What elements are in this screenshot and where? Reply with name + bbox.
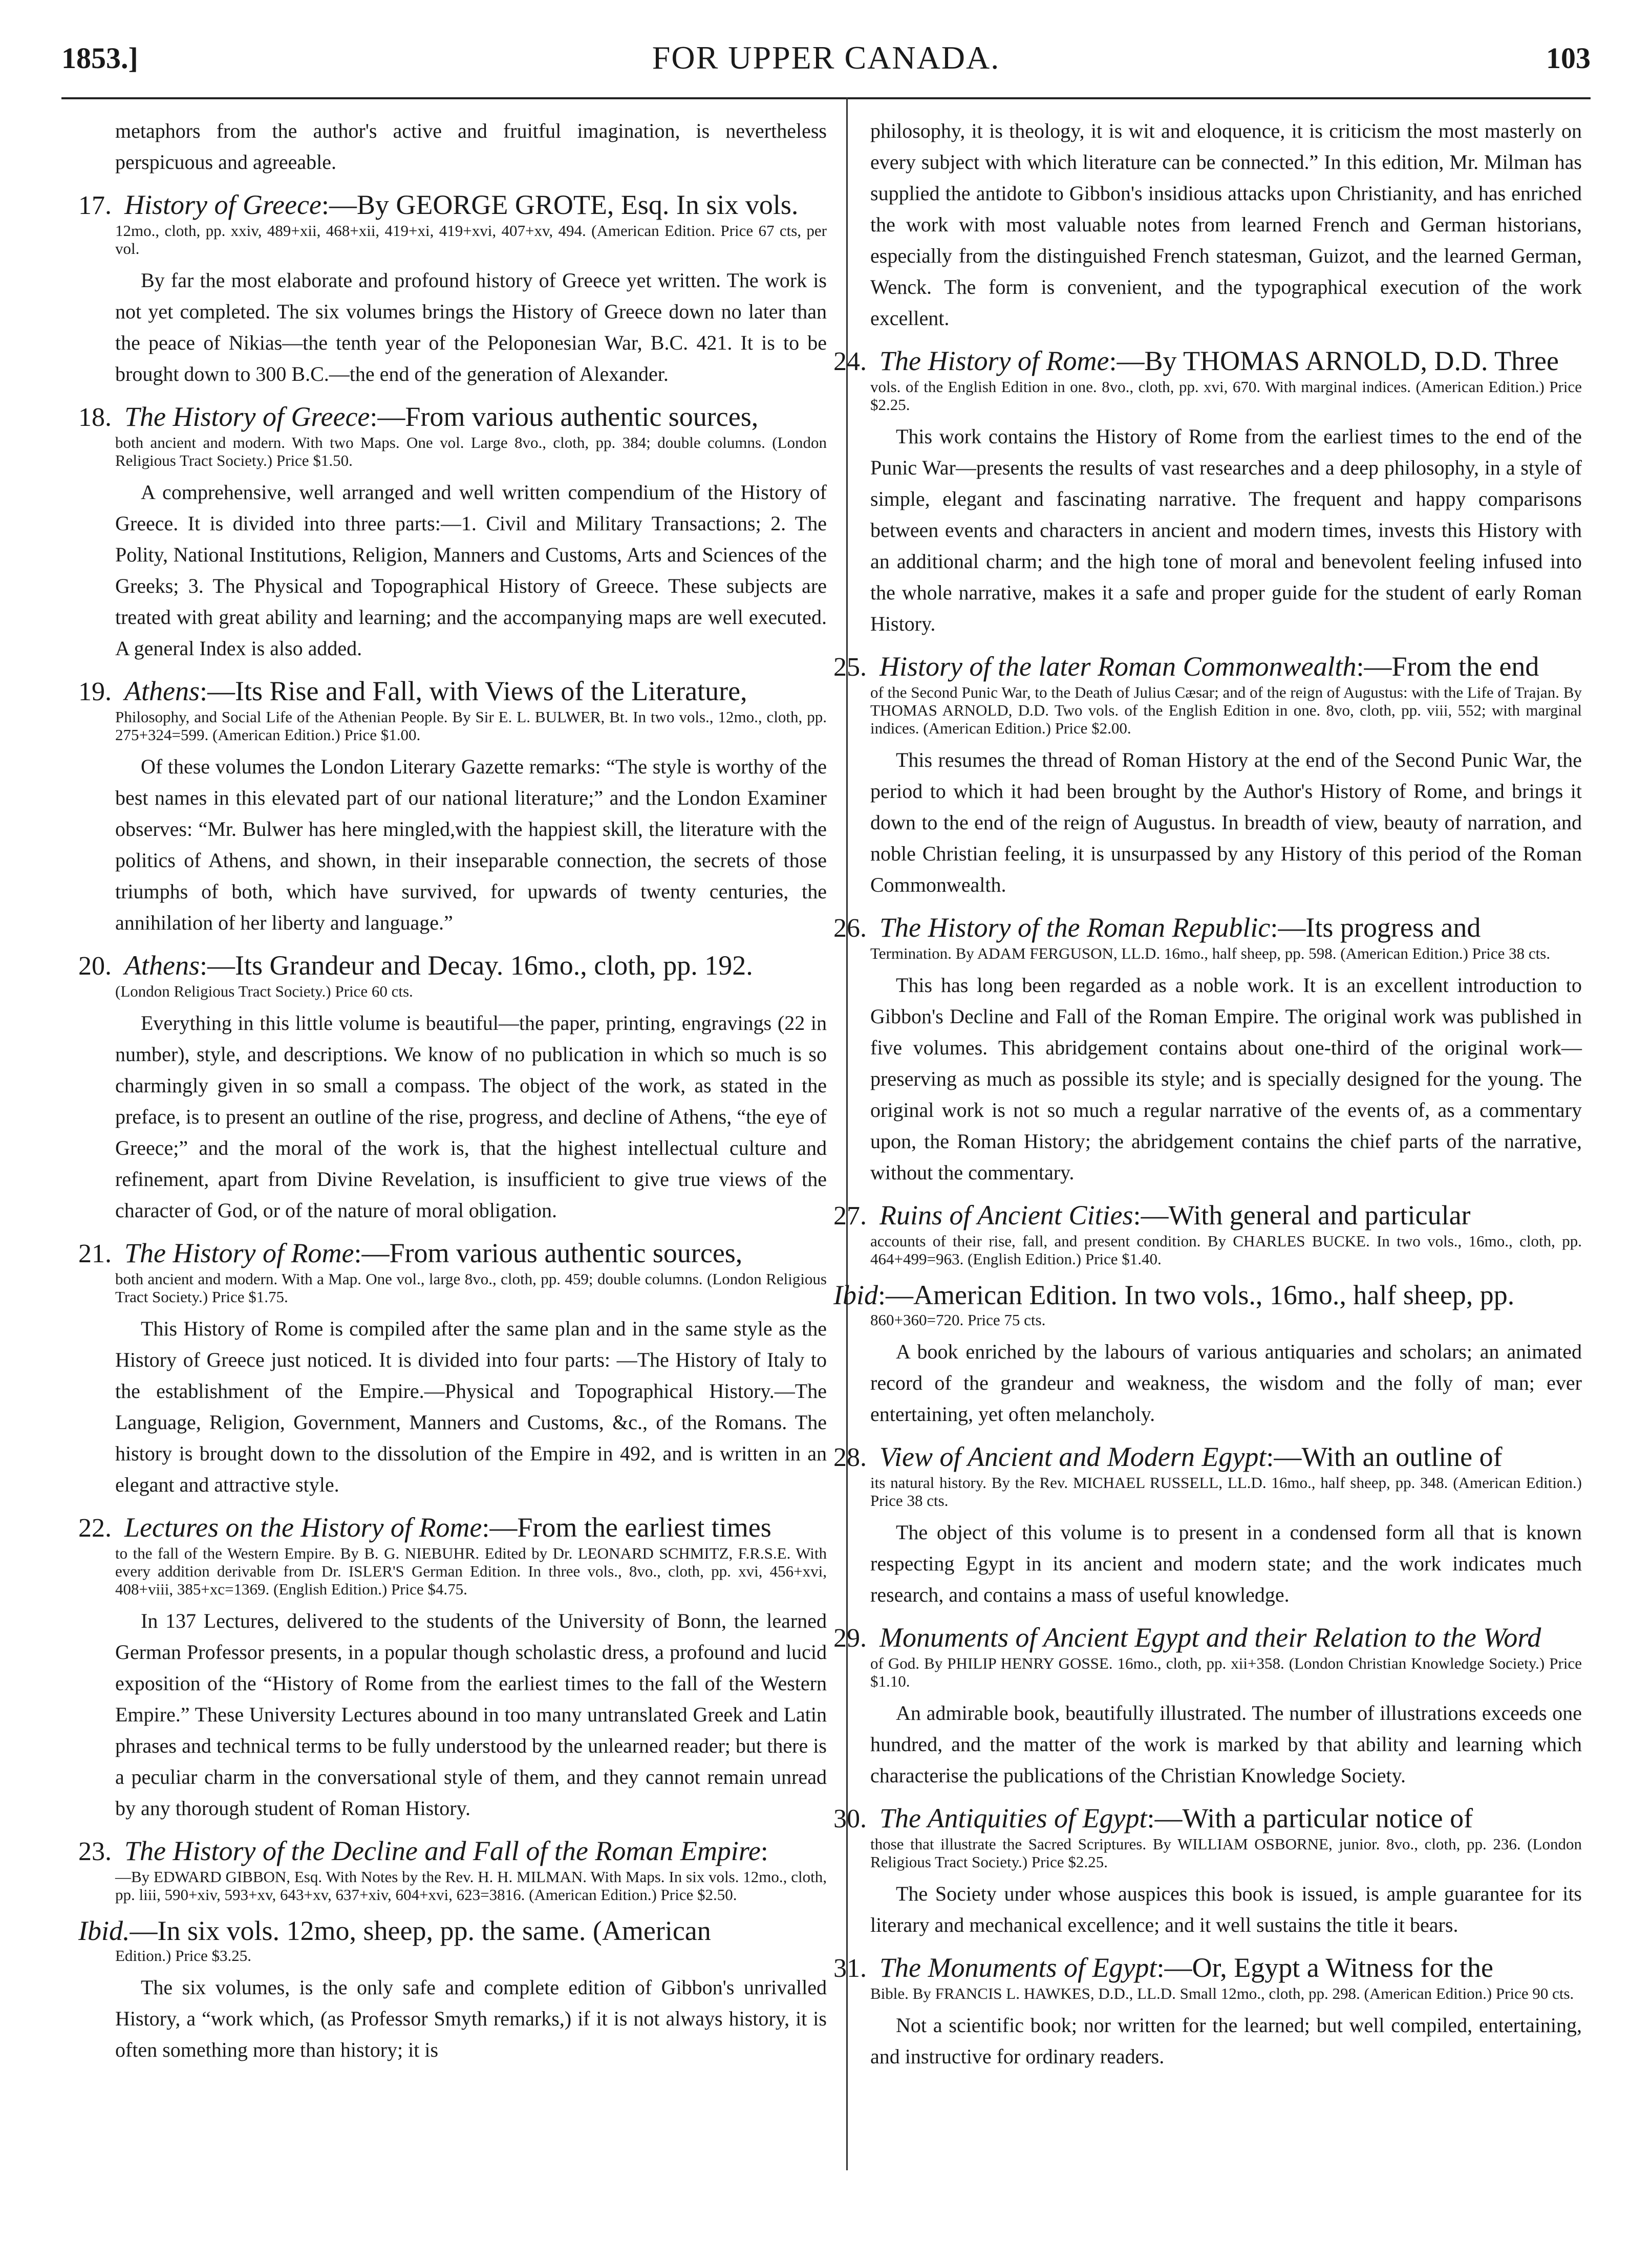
entry-number: 28. <box>833 1443 867 1472</box>
publication-details: Edition.) Price $3.25. <box>115 1947 252 1965</box>
entry-title: Monuments of Ancient Egypt and their Relation to the Word <box>879 1622 1541 1653</box>
body-paragraph: An admirable book, beautifully illustrated. The number of illustrations exceeds one hundred, and the matter of the work is marked by that ability and learning which characterise the publications of the Christian Knowledge Society. <box>870 1701 1582 1787</box>
publication-details: of God. By PHILIP HENRY GOSSE. 16mo., cloth, pp. xii+358. (London Christian Knowledge Society.) Price $1.10. <box>870 1654 1582 1690</box>
book-entry <box>78 1512 827 1598</box>
body-paragraph: A comprehensive, well arranged and well written compendium of the History of Greece. It is divided into three parts:—1. Civil and Military Transactions; 2. The Polity, National Institutions, Religion, Manners and Customs, Arts and Sciences of the Greeks; 3. The Physical and Topographical History of Greece. These subjects are treated with great ability and learning; and the accompanying maps are well executed. A general Index is also added. <box>115 481 827 660</box>
entry-title: The Monuments of Egypt <box>879 1952 1157 1983</box>
book-entry <box>833 1199 1582 1268</box>
entry-title: The History of Greece <box>124 401 370 432</box>
entry-number: 21. <box>78 1239 112 1268</box>
publication-details: its natural history. By the Rev. MICHAEL RUSSELL, LL.D. 16mo., half sheep, pp. 348. (American Edition.) Price 38 cts. <box>870 1474 1582 1509</box>
entry-subtitle: :—With general and particular <box>1133 1200 1471 1231</box>
entry-heading <box>833 1441 1582 1474</box>
entry-subtitle: :—From various authentic sources, <box>354 1238 743 1268</box>
entry-number: 24. <box>833 347 867 376</box>
body-paragraph: philosophy, it is theology, it is wit and eloquence, it is criticism the most masterly on every subject with which literature can be connected.” In this edition, Mr. Milman has supplied the antidote to Gibbon's insidious attacks upon Christianity, and has enriched the work with most valuable notes from learned French and German historians, especially from the distinguished French statesman, Guizot, and the learned German, Wenck. The form is convenient, and the typographical execution of the work excellent. <box>870 119 1582 330</box>
publication-details: 12mo., cloth, pp. xxiv, 489+xii, 468+xii, 419+xi, 419+xvi, 407+xv, 494. (American Edition. Price 67 cts, per vol. <box>115 222 827 257</box>
right-column <box>833 115 1582 2163</box>
ibid-heading <box>833 1279 1582 1311</box>
entry-title: The History of the Roman Republic <box>879 912 1271 943</box>
entry-subtitle: :—By THOMAS ARNOLD, D.D. Three <box>1109 346 1559 376</box>
entry-number: 31. <box>833 1954 867 1983</box>
entry-number: 23. <box>78 1837 112 1866</box>
page-header <box>61 36 1591 99</box>
entry-heading <box>78 1237 827 1270</box>
entry-number: 25. <box>833 653 867 682</box>
entry-heading <box>833 345 1582 378</box>
body-paragraph: The six volumes, is the only safe and complete edition of Gibbon's unrivalled History, a “work which, (as Professor Smyth remarks,) if it is not always history, it is often something more than history; it is <box>115 1976 827 2061</box>
entry-title: The History of Rome <box>124 1238 354 1268</box>
entry-number: 17. <box>78 191 112 220</box>
publication-details: both ancient and modern. With a Map. One vol., large 8vo., cloth, pp. 459; double columns. (London Religious Tract Society.) Price $1.75. <box>115 1270 827 1306</box>
entry-title: Athens <box>124 676 200 706</box>
page-number: 103 <box>1546 41 1591 75</box>
book-entry <box>78 675 827 744</box>
entry-heading <box>78 401 827 434</box>
ibid-entry <box>78 1915 827 1965</box>
publication-details: of the Second Punic War, to the Death of Julius Cæsar; and of the reign of Augustus: with the Life of Trajan. By THOMAS ARNOLD, D.D. Two vols. of the English Edition in one. 8vo, cloth, pp. viii, 552; with marginal indices. (American Edition.) Price $2.00. <box>870 683 1582 737</box>
ibid-subtitle: :—American Edition. In two vols., 16mo., half sheep, pp. <box>878 1280 1515 1310</box>
entry-title: History of the later Roman Commonwealth <box>879 651 1357 682</box>
entry-heading <box>78 950 827 982</box>
entry-title: The History of the Decline and Fall of the Roman Empire <box>124 1836 761 1866</box>
entry-subtitle: :—With an outline of <box>1266 1441 1503 1472</box>
entry-subtitle: :—From various authentic sources, <box>370 401 759 432</box>
body-paragraph: metaphors from the author's active and fruitful imagination, is nevertheless perspicuous and agreeable. <box>115 119 827 174</box>
entry-number: 22. <box>78 1514 112 1543</box>
entry-title: View of Ancient and Modern Egypt <box>879 1441 1267 1472</box>
entry-heading <box>833 1622 1582 1654</box>
book-entry <box>833 1802 1582 1871</box>
body-paragraph: This History of Rome is compiled after the same plan and in the same style as the History of Greece just noticed. It is divided into four parts: —The History of Italy to the establishment of the Empire.—Physical and Topographical History.—The Language, Religion, Government, Manners and Customs, &c., of the Romans. The history is brought down to the dissolution of the Empire in 492, and is written in an elegant and attractive style. <box>115 1317 827 1496</box>
book-entry <box>833 345 1582 414</box>
body-paragraph: The Society under whose auspices this book is issued, is ample guarantee for its literary and mechanical excellence; and it well sustains the title it bears. <box>870 1882 1582 1936</box>
entry-heading <box>78 1835 827 1868</box>
entry-subtitle: : <box>760 1836 768 1866</box>
entry-subtitle: :—With a particular notice of <box>1147 1803 1473 1833</box>
ibid-heading <box>78 1915 827 1947</box>
entry-number: 26. <box>833 914 867 943</box>
entry-subtitle: :—Its Grandeur and Decay. 16mo., cloth, pp. 192. <box>199 950 753 981</box>
entry-title: Lectures on the History of Rome <box>124 1512 482 1543</box>
ibid-entry <box>833 1279 1582 1329</box>
entry-heading <box>78 675 827 708</box>
book-entry <box>833 1952 1582 2002</box>
publication-details: accounts of their rise, fall, and present condition. By CHARLES BUCKE. In two vols., 16mo., cloth, pp. 464+499=963. (English Edition.) Price $1.40. <box>870 1232 1582 1268</box>
ibid-label: Ibid <box>833 1280 878 1310</box>
entry-title: Ruins of Ancient Cities <box>879 1200 1133 1231</box>
publication-details: (London Religious Tract Society.) Price 60 cts. <box>115 982 413 1000</box>
ibid-subtitle: —In six vols. 12mo, sheep, pp. the same. (American <box>130 1915 711 1946</box>
entry-title: Athens <box>124 950 200 981</box>
entry-number: 19. <box>78 677 112 706</box>
book-entry <box>833 912 1582 962</box>
entry-heading <box>833 1199 1582 1232</box>
entry-number: 18. <box>78 403 112 432</box>
body-paragraph: In 137 Lectures, delivered to the students of the University of Bonn, the learned German Professor presents, in a popular though scholastic dress, a profound and lucid exposition of the “History of Rome from the earliest times to the fall of the Western Empire.” These University Lectures abound in too many untranslated Greek and Latin phrases and technical terms to be fully understood by the unlearned reader; but there is a peculiar charm in the conversational style of them, and they cannot remain unread by any thorough student of Roman History. <box>115 1609 827 1820</box>
entry-subtitle: :—Or, Egypt a Witness for the <box>1156 1952 1493 1983</box>
body-paragraph: This resumes the thread of Roman History at the end of the Second Punic War, the period to which it had been brought by the Author's History of Rome, and brings it down to the end of the reign of Augustus. In breadth of view, beauty of narration, and noble Christian feeling, it is unsurpassed by any History of this period of the Roman Commonwealth. <box>870 748 1582 896</box>
body-paragraph: Everything in this little volume is beautiful—the paper, printing, engravings (22 in number), style, and descriptions. We know of no publication in which so much is so charmingly given in so small a compass. The object of the work, as stated in the preface, is to present an outline of the rise, progress, and decline of Athens, “the eye of Greece;” and the moral of the work is, that the highest intellectual culture and refinement, apart from Divine Revelation, is insufficient to give true views of the character of God, or of the nature of moral obligation. <box>115 1011 827 1222</box>
book-entry <box>78 1835 827 1904</box>
publication-details: Termination. By ADAM FERGUSON, LL.D. 16mo., half sheep, pp. 598. (American Edition.) Price 38 cts. <box>870 944 1551 962</box>
publication-details: those that illustrate the Sacred Scriptures. By WILLIAM OSBORNE, junior. 8vo., cloth, pp. 236. (London Religious Tract Society.) Price $2.25. <box>870 1835 1582 1871</box>
entry-title: History of Greece <box>124 189 321 220</box>
entry-number: 27. <box>833 1201 867 1231</box>
body-paragraph: By far the most elaborate and profound history of Greece yet written. The work is not yet completed. The six volumes brings the History of Greece down no later than the peace of Nikias—the tenth year of the Peloponesian War, B.C. 421. It is to be brought down to 300 B.C.—the end of the generation of Alexander. <box>115 269 827 385</box>
body-paragraph: Not a scientific book; nor written for the learned; but well compiled, entertaining, and instructive for ordinary readers. <box>870 2014 1582 2068</box>
entry-subtitle: :—From the earliest times <box>482 1512 771 1543</box>
book-entry <box>833 1441 1582 1509</box>
entry-subtitle: :—By GEORGE GROTE, Esq. In six vols. <box>321 189 799 220</box>
running-title: FOR UPPER CANADA. <box>652 39 1000 76</box>
book-entry <box>78 401 827 469</box>
book-entry <box>833 1622 1582 1690</box>
entry-number: 20. <box>78 952 112 981</box>
body-paragraph: The object of this volume is to present in a condensed form all that is known respecting Egypt in its ancient and modern state; and the work indicates much research, and contains a mass of useful knowledge. <box>870 1521 1582 1606</box>
publication-details: Bible. By FRANCIS L. HAWKES, D.D., LL.D. Small 12mo., cloth, pp. 298. (American Edition.) Price 90 cts. <box>870 1984 1574 2002</box>
book-entry <box>833 651 1582 737</box>
publication-details: vols. of the English Edition in one. 8vo., cloth, pp. xvi, 670. With marginal indices. (American Edition.) Price $2.25. <box>870 378 1582 414</box>
entry-title: The Antiquities of Egypt <box>879 1803 1147 1833</box>
entry-heading <box>78 189 827 222</box>
entry-heading <box>833 1802 1582 1835</box>
entry-heading <box>833 912 1582 944</box>
publication-details: Philosophy, and Social Life of the Athenian People. By Sir E. L. BULWER, Bt. In two vols., 12mo., cloth, pp. 275+324=599. (American Edition.) Price $1.00. <box>115 708 827 744</box>
body-paragraph: This has long been regarded as a noble work. It is an excellent introduction to Gibbon's Decline and Fall of the Roman Empire. The original work was published in five volumes. This abridgement contains about one-third of the original work—preserving as much as possible its style; and is specially designed for the young. The original work is not so much a regular narrative of the events of, as a commentary upon, the Roman History; the abridgement contains the chief parts of the narrative, without the commentary. <box>870 974 1582 1184</box>
year-marker: 1853.] <box>61 41 138 75</box>
publication-details: —By EDWARD GIBBON, Esq. With Notes by the Rev. H. H. MILMAN. With Maps. In six vols. 12mo., cloth, pp. liii, 590+xiv, 593+xv, 643+xv, 637+xiv, 604+xvi, 623=3816. (American Edition.) Price $2.50. <box>115 1868 827 1904</box>
entry-subtitle: :—From the end <box>1356 651 1539 682</box>
entry-subtitle: :—Its Rise and Fall, with Views of the Literature, <box>199 676 747 706</box>
left-column <box>78 115 827 2163</box>
entry-subtitle: :—Its progress and <box>1270 912 1481 943</box>
entry-heading <box>78 1512 827 1544</box>
entry-heading <box>833 651 1582 683</box>
body-paragraph: A book enriched by the labours of various antiquaries and scholars; an animated record of the grandeur and weakness, the wisdom and the folly of man; ever entertaining, yet often melancholy. <box>870 1340 1582 1426</box>
publication-details: both ancient and modern. With two Maps. One vol. Large 8vo., cloth, pp. 384; double columns. (London Religious Tract Society.) Price $1.50. <box>115 434 827 469</box>
body-paragraph: This work contains the History of Rome from the earliest times to the end of the Punic War—presents the results of vast researches and a deep philosophy, in a style of simple, elegant and fascinating narrative. The frequent and happy comparisons between events and characters in ancient and modern times, invests this History with an additional charm; and the high tone of moral and benevolent feeling infused into the whole narrative, makes it a safe and proper guide for the student of early Roman History. <box>870 425 1582 635</box>
body-paragraph: Of these volumes the London Literary Gazette remarks: “The style is worthy of the best names in this elevated part of our national literature;” and the London Examiner observes: “Mr. Bulwer has here mingled,with the happiest skill, the literature with the politics of Athens, and shown, in their inseparable connection, the secrets of those triumphs of both, which have survived, for upwards of twenty centuries, the annihilation of her liberty and language.” <box>115 755 827 934</box>
book-entry <box>78 950 827 1000</box>
book-entry <box>78 1237 827 1306</box>
publication-details: to the fall of the Western Empire. By B. G. NIEBUHR. Edited by Dr. LEONARD SCHMITZ, F.R.S.E. With every addition derivable from Dr. ISLER'S German Edition. In three vols., 8vo., cloth, pp. xvi, 456+xvi, 408+viii, 385+xc=1369. (English Edition.) Price $4.75. <box>115 1544 827 1598</box>
entry-heading <box>833 1952 1582 1984</box>
column-divider <box>846 97 848 2170</box>
entry-title: The History of Rome <box>879 346 1109 376</box>
entry-number: 30. <box>833 1804 867 1833</box>
publication-details: 860+360=720. Price 75 cts. <box>870 1311 1046 1329</box>
book-entry <box>78 189 827 257</box>
entry-number: 29. <box>833 1624 867 1653</box>
ibid-label: Ibid. <box>78 1915 130 1946</box>
